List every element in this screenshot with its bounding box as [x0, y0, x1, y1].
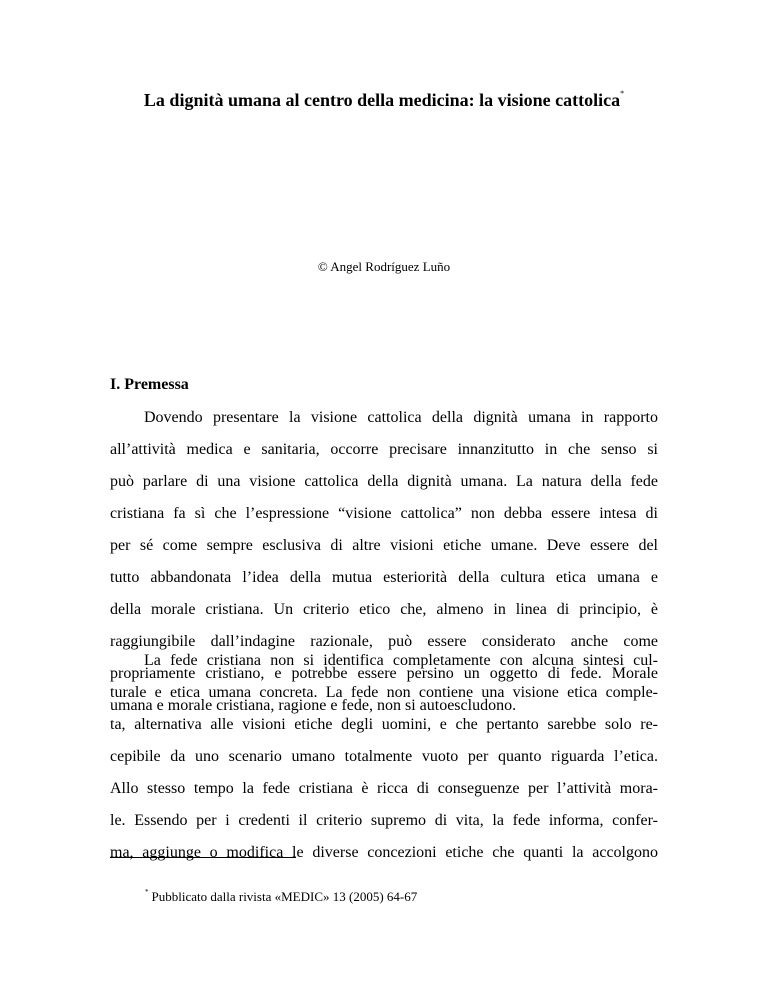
paragraph-line: Allo stesso tempo la fede cristiana è ricca di conseguenze per l’attività mora- — [110, 780, 658, 797]
section-heading: I. Premessa — [110, 376, 189, 393]
paragraph-line: ma, aggiunge o modifica le diverse concezioni etiche che quanti la accolgono — [110, 844, 658, 861]
footnote-text: Pubblicato dalla rivista «MEDIC» 13 (2005) 64-67 — [151, 889, 418, 904]
author-line: © Angel Rodríguez Luño — [317, 259, 451, 274]
title-footnote-mark[interactable]: * — [620, 89, 625, 98]
paragraph-line: Dovendo presentare la visione cattolica della dignità umana in rapporto — [144, 409, 658, 426]
footnote-separator — [110, 857, 296, 858]
paragraph-2 — [110, 645, 658, 869]
paragraph-line: le. Essendo per i credenti il criterio supremo di vita, la fede informa, confer- — [110, 812, 658, 829]
paragraph-line: della morale cristiana. Un criterio etico che, almeno in linea di principio, è — [110, 601, 658, 618]
paragraph-line: ta, alternativa alle visioni etiche degli uomini, e che pertanto sarebbe solo re- — [110, 716, 658, 733]
paragraph-line: cepibile da uno scenario umano totalmente vuoto per quanto riguarda l’etica. — [110, 748, 658, 765]
paragraph-line: cristiana fa sì che l’espressione “visione cattolica” non debba essere intesa di — [110, 505, 658, 522]
paragraph-line: La fede cristiana non si identifica completamente con alcuna sintesi cul- — [144, 652, 658, 669]
paragraph-line: all’attività medica e sanitaria, occorre precisare innanzitutto in che senso si — [110, 441, 658, 458]
paragraph-line: può parlare di una visione cattolica della dignità umana. La natura della fede — [110, 473, 658, 490]
paragraph-line: propriamente cristiano, e potrebbe essere persino un oggetto di fede. Morale — [110, 665, 658, 682]
paragraph-line: turale e etica umana concreta. La fede non contiene una visione etica comple- — [110, 684, 658, 701]
title-text: La dignità umana al centro della medicina: la visione cattolica — [143, 90, 621, 110]
paragraph-line: raggiungibile dall’indagine razionale, può essere considerato anche come — [110, 633, 658, 650]
paragraph-line: per sé come sempre esclusiva di altre visioni etiche umane. Deve essere del — [110, 537, 658, 554]
paragraph-line: umana e morale cristiana, ragione e fede, non si autoescludono. — [110, 697, 517, 714]
document-title — [0, 88, 768, 112]
footnote — [145, 888, 417, 906]
footnote-mark: * — [145, 888, 149, 896]
paragraph-line: tutto abbandonata l’idea della mutua esteriorità della cultura etica umana e — [110, 569, 658, 586]
